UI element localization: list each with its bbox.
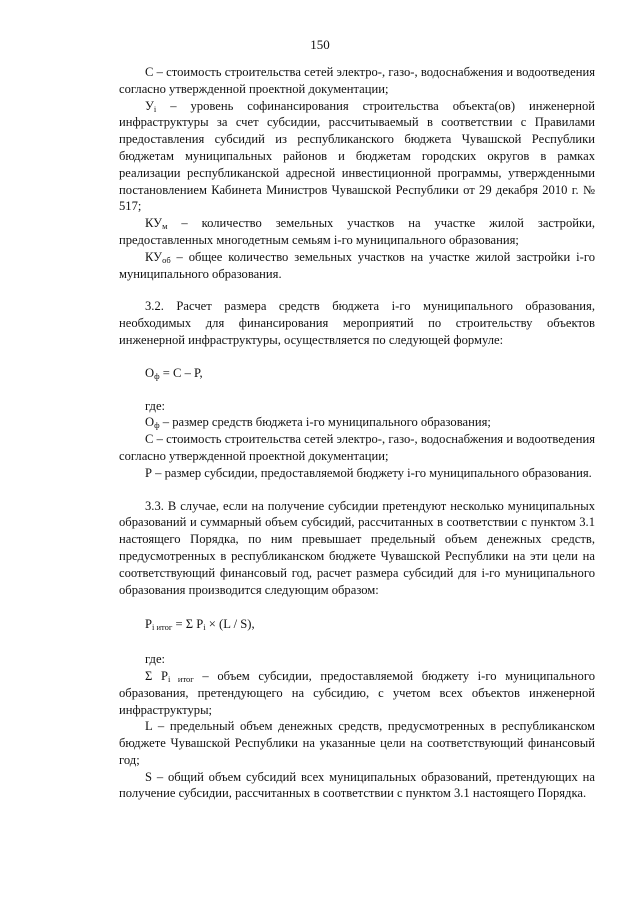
kuob-definition: $КУ_{об}$ – общее количество земельных участков на участке жилой застройки i-го муниципального образования. [119,249,595,281]
document-body [119,64,595,802]
where-label: где: [145,398,166,413]
sum-definition: Σ $Р_{i итог}$ – объем субсидии, предоставляемой бюджету i-го муниципального образования, претендующего на субсидию, с учетом всех объектов инженерной инфраструктуры; [119,668,595,717]
section-3-3-intro: 3.3. В случае, если на получение субсидии претендуют несколько муниципальных образований и суммарный объем субсидий, рассчитанных в соответствии с пунктом 3.1 настоящего Порядка, по ним превышает предельный объем денежных средств, предусмотренных в республиканском бюджете Чувашской Республики на эти цели на соответствующий финансовый год, расчет размера субсидий для i-го муниципального образования производится следующим образом: [119,498,595,597]
c-definition-2: С – стоимость строительства сетей электро-, газо-, водоснабжения и водоотведения согласно утвержденной проектной документации; [119,432,595,463]
page-number: 150 [310,37,330,52]
s-definition: S – общий объем субсидий всех муниципальных образований, претендующих на получение субсидии, рассчитанных в соответствии с пунктом 3.1 настоящего Порядка. [119,769,595,801]
formula-of: $О_ф = С - Р$, [145,365,203,381]
c-definition: С – стоимость строительства сетей электро-, газо-, водоснабжения и водоотведения согласно утвержденной проектной документации; [119,65,595,96]
section-3-2-intro: 3.2. Расчет размера средств бюджета i-го муниципального образования, необходимых для финансирования мероприятий по строительству объектов инженерной инфраструктуры, осуществляется по следующей формуле: [119,299,595,347]
of-definition: $О_ф$ – размер средств бюджета i-го муниципального образования; [145,415,491,431]
p-definition: Р – размер субсидии, предоставляемой бюджету i-го муниципального образования. [145,465,592,480]
yi-definition: $У_i$ – уровень софинансирования строительства объекта(ов) инженерной инфраструктуры за счет субсидии, рассчитываемый в соответствии с Правилами предоставления субсидий из республиканского бюджета Чувашской Республики бюджетам муниципальных районов и бюджетам городских округов в рамках реализации республиканской адресной инвестиционной программы, утвержденными постановлением Кабинета Министров Чувашской Республики от 29 декабря 2010 г. № 517; [119,98,595,214]
where-label-2: где: [145,652,166,667]
formula-subsidy: $Р_{i итог} = \Sigma$ $Р_i \times (L / S)$, [145,617,255,633]
l-definition: L – предельный объем денежных средств, предусмотренных в республиканском бюджете Чувашской Республики на указанные цели на соответствующий финансовый год; [119,719,595,767]
kum-definition: $КУ_м$ – количество земельных участков на участке жилой застройки, предоставленных многодетным семьям i-го муниципального образования; [119,216,595,247]
